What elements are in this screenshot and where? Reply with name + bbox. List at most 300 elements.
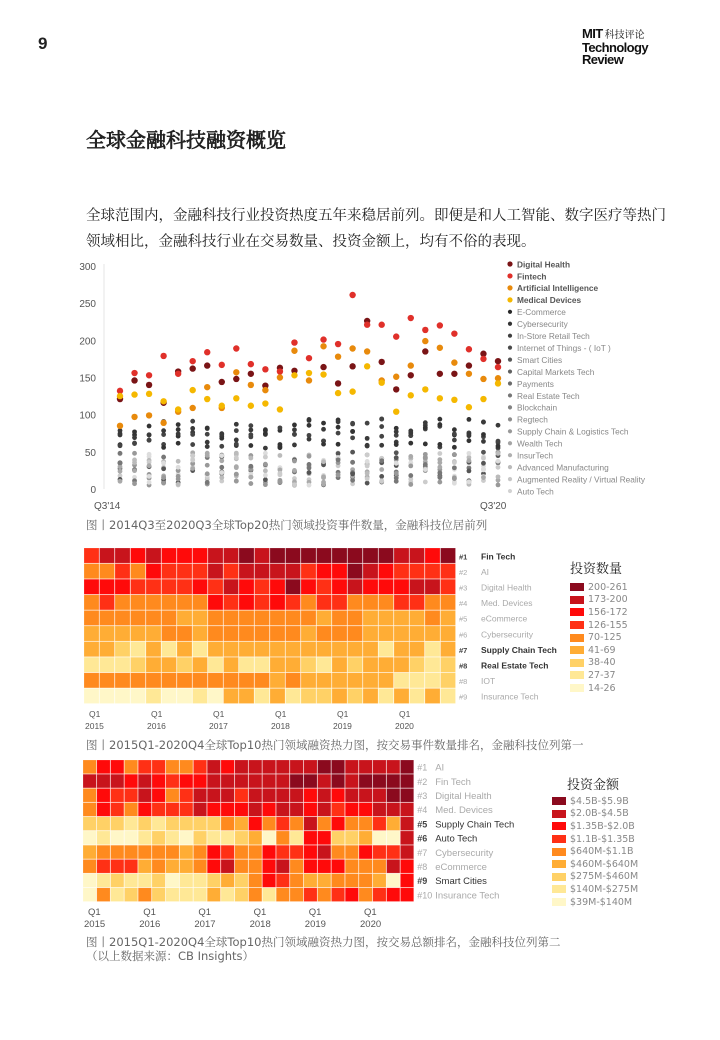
other-sector-point: [190, 426, 195, 431]
row-label: Cybersecurity: [481, 629, 533, 640]
point-fintech: [131, 370, 137, 376]
heatmap-cell: [359, 788, 372, 802]
heatmap-cell: [97, 760, 110, 774]
heatmap-cell: [387, 874, 400, 888]
row-label: Cybersecurity: [435, 847, 494, 859]
heatmap-cell: [249, 803, 262, 817]
legend-item: [552, 845, 638, 858]
other-sector-point: [176, 482, 181, 487]
heatmap-cell: [146, 610, 161, 625]
heatmap-cell: [239, 657, 254, 672]
heatmap-cell: [146, 564, 161, 579]
other-sector-point: [132, 468, 137, 473]
other-sector-point: [496, 451, 501, 456]
heatmap-cell: [115, 688, 130, 703]
heatmap-cell: [331, 803, 344, 817]
legend-marker: [508, 489, 512, 493]
point-artificial-intelligence: [117, 423, 123, 429]
legend-label: Blockchain: [517, 402, 558, 413]
heatmap-cell: [304, 803, 317, 817]
heatmap-cell: [318, 774, 331, 788]
point-artificial-intelligence: [320, 343, 326, 349]
x-label-quarter: Q1: [88, 907, 101, 918]
heatmap-cell: [193, 859, 206, 873]
heatmap-cell: [177, 610, 192, 625]
heatmap-cell: [410, 657, 425, 672]
heatmap-cell: [301, 626, 316, 641]
other-sector-point: [321, 442, 326, 447]
point-fintech: [277, 368, 283, 374]
heatmap-cell: [207, 774, 220, 788]
heatmap-cell: [162, 548, 177, 563]
heatmap-cell: [348, 564, 363, 579]
x-tick-last: Q3'20: [480, 501, 507, 512]
heatmap-cell: [348, 595, 363, 610]
point-digital-health: [437, 371, 443, 377]
other-sector-point: [394, 471, 399, 476]
point-medical-devices: [495, 380, 501, 386]
heatmap-cell: [332, 657, 347, 672]
heatmap-cell: [138, 774, 151, 788]
other-sector-point: [161, 466, 166, 471]
legend-label: Cybersecurity: [517, 319, 568, 330]
point-medical-devices: [364, 363, 370, 369]
x-tick-first: Q3'14: [94, 501, 121, 512]
point-medical-devices: [277, 406, 283, 412]
other-sector-point: [205, 453, 210, 458]
point-artificial-intelligence: [451, 359, 457, 365]
heatmap-cell: [193, 760, 206, 774]
heatmap-cell: [111, 845, 124, 859]
heatmap-cell: [111, 774, 124, 788]
legend-label: Wealth Tech: [517, 438, 563, 449]
row-label: Insurance Tech: [435, 890, 500, 902]
legend-marker: [508, 429, 512, 433]
other-sector-point: [467, 438, 472, 443]
heatmap-cell: [304, 817, 317, 831]
legend-item: [552, 883, 638, 896]
point-medical-devices: [131, 391, 137, 397]
heatmap-cell: [400, 774, 413, 788]
heatmap-cell: [270, 642, 285, 657]
heatmap-cell: [249, 874, 262, 888]
other-sector-point: [263, 473, 268, 478]
heatmap-cell: [373, 859, 386, 873]
heatmap-cell: [138, 859, 151, 873]
heatmap-cell: [255, 610, 270, 625]
heatmap-cell: [304, 831, 317, 845]
other-sector-point: [292, 422, 297, 427]
heatmap-cell: [224, 595, 239, 610]
heatmap-cell: [373, 788, 386, 802]
point-medical-devices: [349, 388, 355, 394]
other-sector-point: [350, 421, 355, 426]
heatmap-cell: [221, 845, 234, 859]
heatmap-cell: [410, 579, 425, 594]
heatmap-cell: [166, 803, 179, 817]
other-sector-point: [467, 417, 472, 422]
other-sector-point: [452, 427, 457, 432]
heatmap-cell: [193, 595, 208, 610]
heatmap-cell: [83, 874, 96, 888]
row-rank: #6: [417, 833, 428, 844]
heatmap-cell: [400, 888, 413, 902]
heatmap-cell: [131, 688, 146, 703]
heatmap-cell: [301, 610, 316, 625]
other-sector-point: [176, 477, 181, 482]
legend-label: InsurTech: [517, 450, 553, 461]
heatmap-cell: [224, 564, 239, 579]
heatmap-cell: [301, 564, 316, 579]
heatmap-cell: [138, 831, 151, 845]
other-sector-point: [379, 458, 384, 463]
legend-label: $460M-$640M: [570, 858, 639, 870]
point-digital-health: [349, 363, 355, 369]
heatmap-cell: [276, 788, 289, 802]
heatmap-cell: [166, 859, 179, 873]
point-artificial-intelligence: [291, 348, 297, 354]
heatmap-cell: [138, 788, 151, 802]
heatmap-cell: [162, 579, 177, 594]
legend-label: 156-172: [588, 606, 628, 618]
other-sector-point: [205, 444, 210, 449]
heatmap-cell: [235, 859, 248, 873]
other-sector-point: [379, 443, 384, 448]
other-sector-point: [452, 438, 457, 443]
other-sector-point: [176, 465, 181, 470]
heatmap-cell: [208, 642, 223, 657]
legend-label: 38-40: [588, 657, 616, 669]
point-fintech: [320, 336, 326, 342]
heatmap-cell: [394, 564, 409, 579]
heatmap-cell: [208, 564, 223, 579]
mit-technology-review-logo: [582, 28, 648, 66]
heatmap-cell: [84, 688, 99, 703]
heatmap-cell: [441, 626, 456, 641]
other-sector-point: [132, 435, 137, 440]
point-fintech: [233, 345, 239, 351]
other-sector-point: [321, 421, 326, 426]
legend-label: Artificial Intelligence: [517, 283, 599, 294]
other-sector-point: [248, 456, 253, 461]
heatmap-cell: [304, 788, 317, 802]
heatmap-cell: [286, 688, 301, 703]
point-medical-devices: [233, 395, 239, 401]
heatmap-cell: [255, 642, 270, 657]
heatmap-cell: [348, 673, 363, 688]
heatmap-cell: [363, 564, 378, 579]
heatmap-cell: [111, 888, 124, 902]
heatmap-cell: [162, 688, 177, 703]
other-sector-point: [161, 481, 166, 486]
legend-label: Medical Devices: [517, 295, 582, 306]
heatmap-cell: [111, 788, 124, 802]
row-label: Med. Devices: [435, 805, 493, 817]
count-heatmap: [70, 545, 570, 731]
other-sector-point: [234, 438, 239, 443]
other-sector-point: [481, 432, 486, 437]
point-fintech: [437, 322, 443, 328]
heatmap-cell: [373, 831, 386, 845]
heatmap-cell: [290, 788, 303, 802]
heatmap-cell: [290, 845, 303, 859]
point-artificial-intelligence: [422, 338, 428, 344]
heatmap-cell: [255, 626, 270, 641]
heatmap-cell: [152, 831, 165, 845]
heatmap-cell: [441, 642, 456, 657]
other-sector-point: [423, 467, 428, 472]
point-artificial-intelligence: [160, 420, 166, 426]
other-sector-point: [307, 418, 312, 423]
heatmap-cell: [111, 859, 124, 873]
other-sector-point: [176, 441, 181, 446]
point-artificial-intelligence: [146, 412, 152, 418]
heatmap-cell: [208, 688, 223, 703]
heatmap-cell: [193, 579, 208, 594]
legend-label: 200-261: [588, 581, 628, 593]
other-sector-point: [190, 432, 195, 437]
other-sector-point: [481, 468, 486, 473]
legend-label: $4.5B-$5.9B: [570, 795, 629, 807]
heatmap-cell: [441, 688, 456, 703]
other-sector-point: [234, 455, 239, 460]
other-sector-point: [321, 474, 326, 479]
heatmap-cell: [224, 673, 239, 688]
heatmap-cell: [177, 579, 192, 594]
point-artificial-intelligence: [393, 374, 399, 380]
row-rank: #9: [459, 692, 468, 702]
other-sector-point: [365, 421, 370, 426]
heatmap-cell: [262, 874, 275, 888]
other-sector-point: [263, 427, 268, 432]
heatmap-cell: [193, 688, 208, 703]
legend-item: [570, 644, 628, 657]
heatmap-cell: [177, 548, 192, 563]
heatmap-cell: [193, 610, 208, 625]
heatmap-cell: [345, 774, 358, 788]
legend-label: 126-155: [588, 619, 628, 631]
legend-marker: [508, 322, 512, 326]
legend-marker: [507, 285, 512, 290]
x-label-year: 2016: [147, 721, 166, 731]
heatmap-cell: [100, 673, 115, 688]
other-sector-point: [190, 466, 195, 471]
legend-marker: [508, 417, 512, 421]
heatmap-cell: [152, 874, 165, 888]
heatmap-cell: [97, 874, 110, 888]
heatmap-cell: [84, 595, 99, 610]
heatmap-cell: [180, 774, 193, 788]
x-label-quarter: Q1: [399, 709, 411, 719]
heatmap-cell: [270, 688, 285, 703]
other-sector-point: [336, 425, 341, 430]
heatmap-cell: [115, 610, 130, 625]
heatmap-cell: [249, 845, 262, 859]
heatmap-cell: [262, 859, 275, 873]
heatmap-cell: [180, 788, 193, 802]
other-sector-point: [263, 462, 268, 467]
heatmap-cell: [131, 564, 146, 579]
heatmap-cell: [387, 888, 400, 902]
other-sector-point: [176, 459, 181, 464]
other-sector-point: [234, 472, 239, 477]
heatmap-cell: [331, 788, 344, 802]
point-fintech: [335, 341, 341, 347]
legend-item: [552, 820, 638, 833]
other-sector-point: [278, 471, 283, 476]
heatmap-cell: [131, 548, 146, 563]
other-sector-point: [423, 462, 428, 467]
other-sector-point: [394, 461, 399, 466]
x-label-year: 2015: [84, 919, 106, 930]
other-sector-point: [118, 469, 123, 474]
other-sector-point: [321, 482, 326, 487]
y-tick-label: 150: [79, 373, 96, 385]
row-label: Real Estate Tech: [481, 660, 549, 671]
heatmap-cell: [124, 803, 137, 817]
point-medical-devices: [422, 386, 428, 392]
other-sector-point: [321, 459, 326, 464]
heatmap-cell: [359, 803, 372, 817]
heatmap-cell: [138, 803, 151, 817]
point-digital-health: [408, 372, 414, 378]
point-artificial-intelligence: [306, 377, 312, 383]
heatmap-cell: [115, 657, 130, 672]
row-rank: #7: [417, 847, 428, 858]
heatmap-cell: [379, 688, 394, 703]
y-tick-label: 250: [79, 299, 96, 311]
heatmap-cell: [138, 845, 151, 859]
other-sector-point: [248, 432, 253, 437]
heatmap-cell: [348, 610, 363, 625]
heatmap-cell: [193, 774, 206, 788]
heatmap-cell: [317, 642, 332, 657]
count-legend-title: 投资数量: [570, 562, 623, 577]
heatmap-cell: [83, 817, 96, 831]
heatmap-cell: [394, 642, 409, 657]
legend-swatch: [552, 873, 566, 881]
heatmap-cell: [249, 760, 262, 774]
amount-legend-title: 投资金额: [567, 778, 620, 793]
other-sector-point: [423, 442, 428, 447]
other-sector-point: [219, 465, 224, 470]
x-label-quarter: Q1: [213, 709, 225, 719]
legend-marker: [507, 297, 512, 302]
heatmap-cell: [100, 579, 115, 594]
heatmap-cell: [97, 845, 110, 859]
row-label: Supply Chain Tech: [435, 819, 515, 831]
heatmap-cell: [270, 579, 285, 594]
heatmap-cell: [286, 642, 301, 657]
other-sector-point: [219, 432, 224, 437]
legend-item: [552, 896, 638, 909]
heatmap-cell: [84, 579, 99, 594]
other-sector-point: [147, 480, 152, 485]
other-sector-point: [263, 482, 268, 487]
x-label-quarter: Q1: [89, 709, 101, 719]
heatmap-cell: [441, 610, 456, 625]
heatmap-cell: [111, 831, 124, 845]
heatmap-cell: [224, 642, 239, 657]
heatmap-cell: [115, 642, 130, 657]
other-sector-point: [176, 422, 181, 427]
heatmap-cell: [425, 642, 440, 657]
heatmap-cell: [410, 595, 425, 610]
page-number: 9: [38, 34, 48, 53]
legend-swatch: [570, 596, 584, 604]
heatmap-cell: [255, 688, 270, 703]
point-artificial-intelligence: [466, 371, 472, 377]
heatmap-cell: [317, 595, 332, 610]
heatmap-cell: [115, 673, 130, 688]
heatmap-cell: [193, 845, 206, 859]
heatmap-cell: [84, 657, 99, 672]
legend-label: $2.0B-$4.5B: [570, 808, 629, 820]
legend-item: [570, 594, 628, 607]
other-sector-point: [350, 450, 355, 455]
other-sector-point: [234, 479, 239, 484]
heatmap-cell: [318, 845, 331, 859]
point-fintech: [495, 364, 501, 370]
legend-label: Fintech: [517, 271, 547, 282]
heatmap-cell: [124, 788, 137, 802]
heatmap-cell: [100, 626, 115, 641]
heatmap-cell: [286, 579, 301, 594]
point-fintech: [306, 355, 312, 361]
point-medical-devices: [175, 406, 181, 412]
other-sector-point: [176, 432, 181, 437]
y-tick-label: 300: [79, 262, 96, 273]
other-sector-point: [481, 456, 486, 461]
heatmap-cell: [124, 831, 137, 845]
heatmap-cell: [318, 760, 331, 774]
legend-swatch: [570, 684, 584, 692]
heatmap-cell: [180, 803, 193, 817]
heatmap-cell: [345, 874, 358, 888]
heatmap-cell: [152, 845, 165, 859]
heatmap-cell: [124, 817, 137, 831]
heatmap-cell: [84, 642, 99, 657]
heatmap-cell: [111, 817, 124, 831]
heatmap-cell: [394, 579, 409, 594]
legend-swatch: [552, 860, 566, 868]
heatmap-cell: [235, 788, 248, 802]
row-rank: #7: [459, 645, 468, 655]
heatmap-cell: [379, 642, 394, 657]
heatmap-cell: [208, 610, 223, 625]
other-sector-point: [350, 460, 355, 465]
other-sector-point: [190, 419, 195, 424]
heatmap-cell: [255, 564, 270, 579]
other-sector-point: [394, 476, 399, 481]
legend-swatch: [570, 583, 584, 591]
legend-label: 70-125: [588, 632, 622, 644]
heatmap-cell: [276, 845, 289, 859]
intro-paragraph: 全球范围内，金融科技行业投资热度五年来稳居前列。即便是和人工智能、数字医疗等热门领域相比，金融科技行业在交易数量、投资金额上，均有不俗的表现。: [86, 208, 666, 250]
heatmap-cell: [162, 673, 177, 688]
heatmap-cell: [239, 548, 254, 563]
heatmap-cell: [441, 579, 456, 594]
heatmap-cell: [111, 803, 124, 817]
other-sector-point: [205, 463, 210, 468]
heatmap-cell: [84, 610, 99, 625]
other-sector-point: [365, 459, 370, 464]
heatmap-cell: [348, 548, 363, 563]
point-fintech: [364, 322, 370, 328]
heatmap-cell: [332, 595, 347, 610]
point-digital-health: [131, 377, 137, 383]
legend-label: Capital Markets Tech: [517, 366, 595, 377]
